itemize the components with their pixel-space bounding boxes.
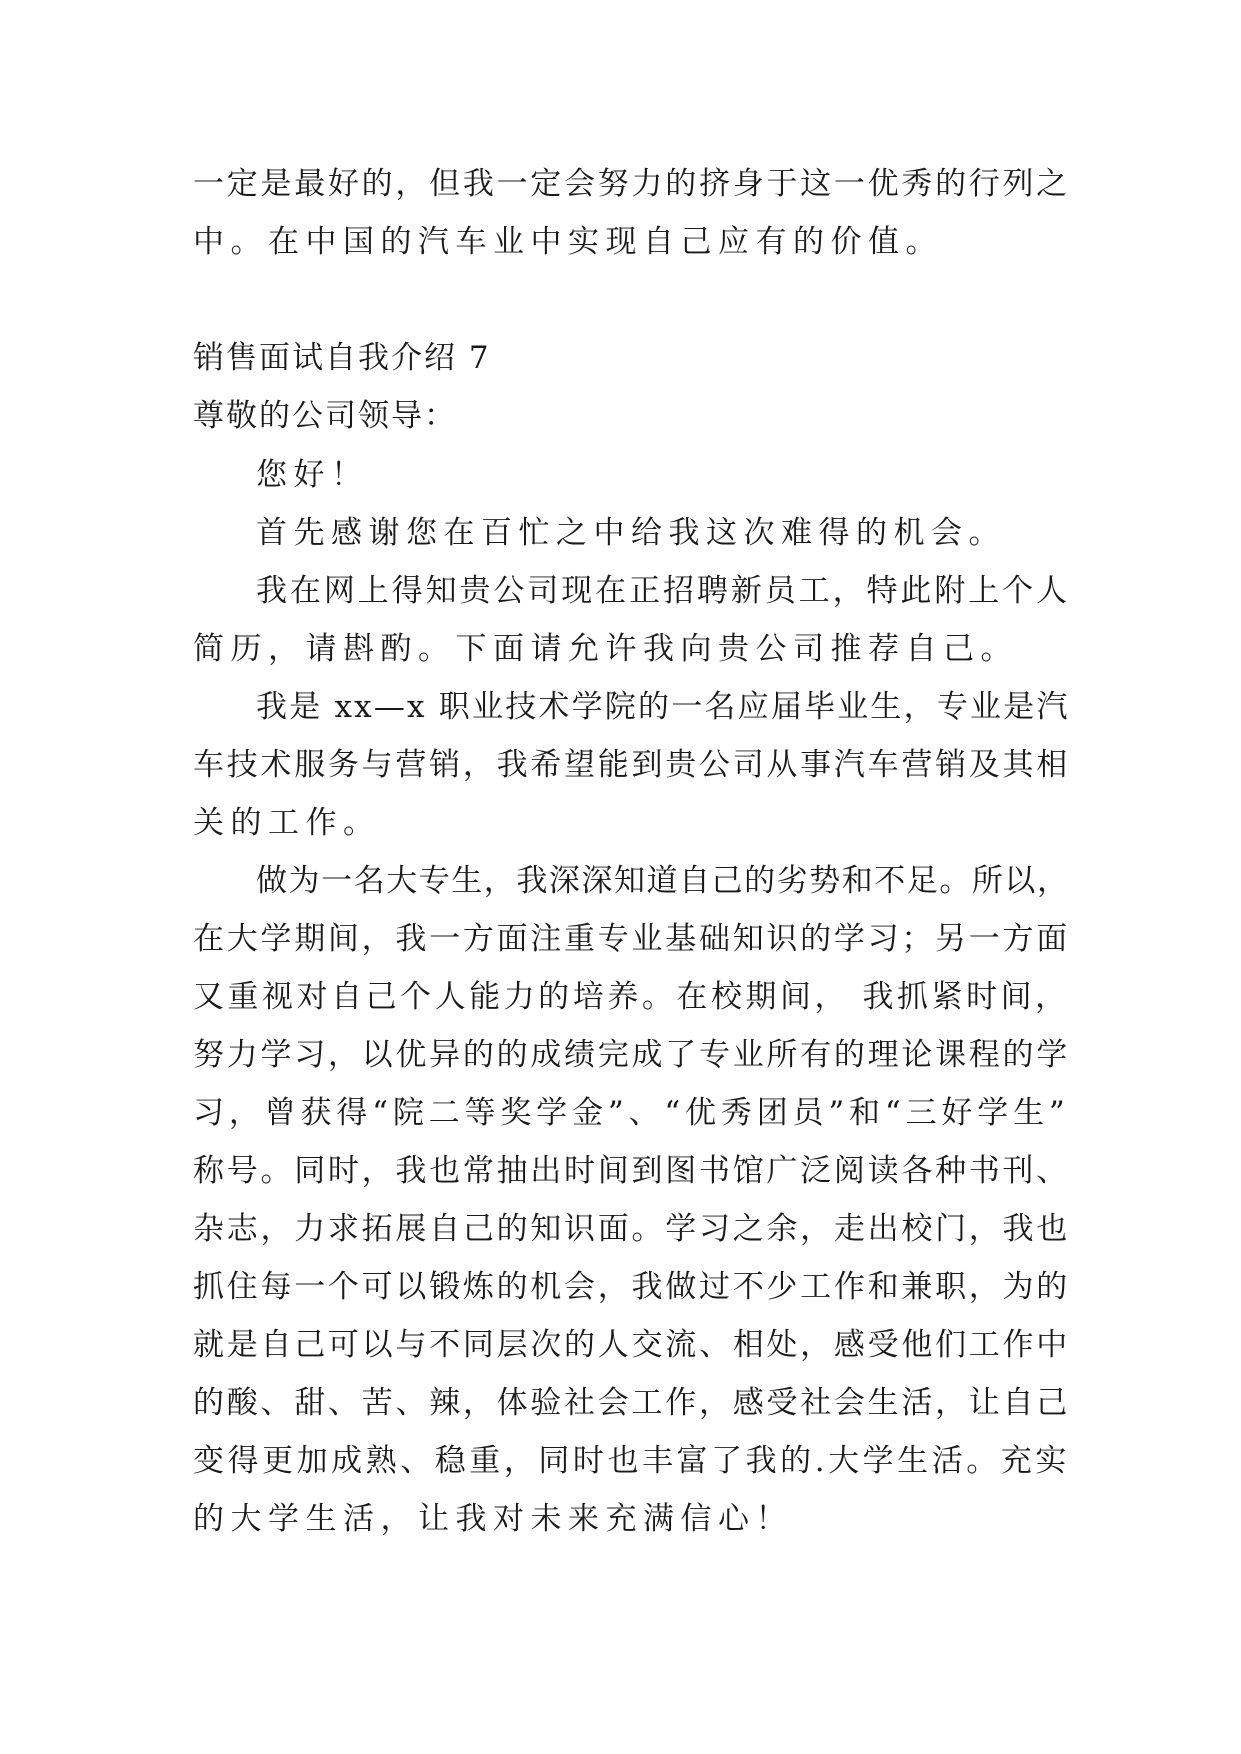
paragraph-2-line-1: 我在网上得知贵公司现在正招聘新员工，特此附上个人 — [256, 573, 1070, 609]
paragraph-4-line-4: 努力学习，以优异的的成绩完成了专业所有的理论课程的学 — [193, 1037, 1070, 1073]
paragraph-4-line-3: 又重视对自己个人能力的培养。在校期间， 我抓紧时间， — [193, 979, 1070, 1015]
paragraph-4-line-2: 在大学期间，我一方面注重专业基础知识的学习；另一方面 — [193, 921, 1070, 957]
paragraph-4-line-11: 变得更加成熟、稳重，同时也丰富了我的.大学生活。充实 — [193, 1443, 1070, 1479]
continuation-line-1: 一定是最好的，但我一定会努力的挤身于这一优秀的行列之 — [193, 166, 1070, 202]
paragraph-4-line-9: 就是自己可以与不同层次的人交流、相处，感受他们工作中 — [193, 1327, 1070, 1363]
paragraph-4-line-6: 称号。同时，我也常抽出时间到图书馆广泛阅读各种书刊、 — [193, 1153, 1070, 1189]
paragraph-4-line-8: 抓住每一个可以锻炼的机会，我做过不少工作和兼职，为的 — [193, 1269, 1070, 1305]
paragraph-4-line-7: 杂志，力求拓展自己的知识面。学习之余，走出校门，我也 — [193, 1211, 1070, 1247]
paragraph-4-line-5: 习，曾获得“院二等奖学金”、“优秀团员”和“三好学生” — [193, 1095, 1070, 1131]
greeting: 您好！ — [256, 457, 369, 493]
section-title: 销售面试自我介绍 7 — [193, 340, 491, 376]
paragraph-3-line-1: 我是 xx—x 职业技术学院的一名应届毕业生，专业是汽 — [256, 689, 1070, 725]
continuation-line-2: 中。在中国的汽车业中实现自己应有的价值。 — [193, 224, 943, 260]
paragraph-3-line-3: 关的工作。 — [193, 805, 381, 841]
paragraph-4-line-1: 做为一名大专生，我深深知道自己的劣势和不足。所以， — [256, 863, 1070, 899]
salutation: 尊敬的公司领导： — [193, 398, 457, 434]
paragraph-2-line-2: 简历，请斟酌。下面请允许我向贵公司推荐自己。 — [193, 631, 1018, 667]
paragraph-4-line-12: 的大学生活，让我对未来充满信心！ — [193, 1501, 793, 1537]
paragraph-3-line-2: 车技术服务与营销，我希望能到贵公司从事汽车营销及其相 — [193, 747, 1070, 783]
paragraph-1: 首先感谢您在百忙之中给我这次难得的机会。 — [256, 515, 1006, 551]
paragraph-4-line-10: 的酸、甜、苦、辣，体验社会工作，感受社会生活，让自己 — [193, 1385, 1070, 1421]
